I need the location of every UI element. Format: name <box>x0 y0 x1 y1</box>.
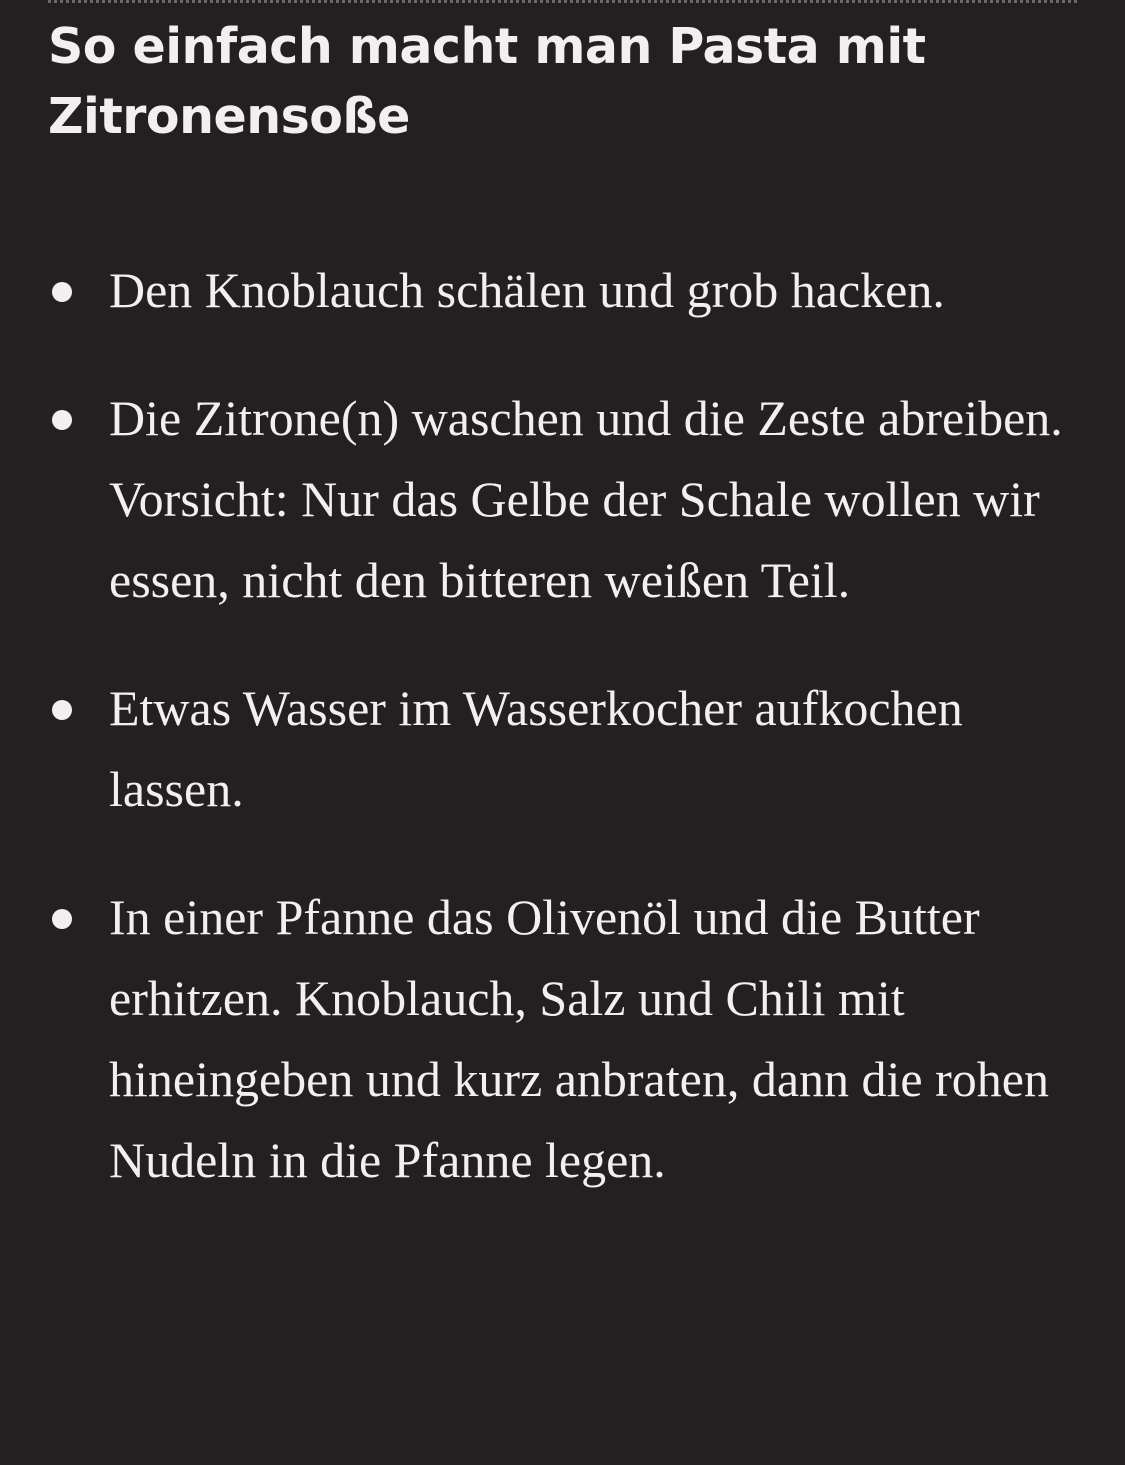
instruction-item <box>0 250 1125 331</box>
section-title: So einfach macht man Pasta mit Zitronensoße <box>48 18 926 145</box>
bullet-icon <box>52 700 72 720</box>
bullet-icon <box>52 909 72 929</box>
section-divider <box>48 0 1077 3</box>
bullet-icon <box>52 410 72 430</box>
instruction-text: In einer Pfanne das Olivenöl und die Butter erhitzen. Knoblauch, Salz und Chili mit hineingeben und kurz anbraten, dann die rohen Nudeln in die Pfanne legen. <box>109 889 1049 1188</box>
bullet-icon <box>52 282 72 302</box>
instruction-list <box>0 250 1125 1248</box>
instruction-text: Die Zitrone(n) waschen und die Zeste abreiben. Vorsicht: Nur das Gelbe der Schale wollen wir essen, nicht den bitteren weißen Teil. <box>109 390 1063 608</box>
instruction-item <box>0 668 1125 830</box>
instruction-item <box>0 378 1125 621</box>
instruction-text: Den Knoblauch schälen und grob hacken. <box>109 262 945 318</box>
instruction-text: Etwas Wasser im Wasserkocher aufkochen lassen. <box>109 680 963 817</box>
instruction-item <box>0 877 1125 1201</box>
